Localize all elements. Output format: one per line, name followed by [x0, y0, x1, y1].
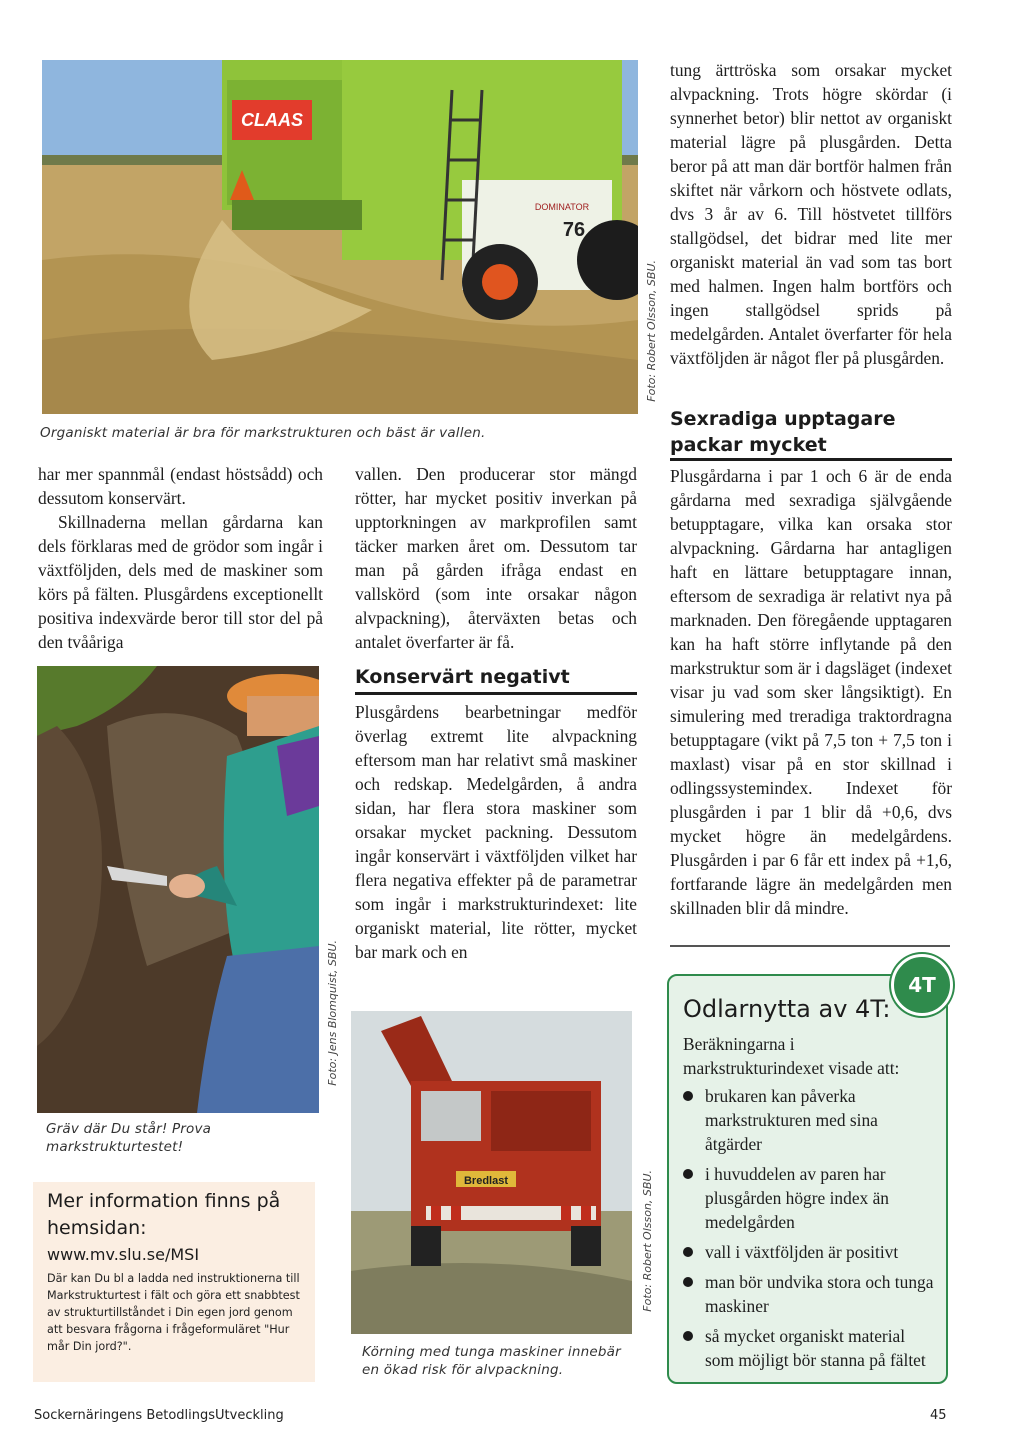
heading-underline-2 — [670, 458, 952, 461]
4t-logo-text: 4T — [908, 973, 936, 997]
column-2-bottom-text — [355, 700, 637, 964]
bullet-item: så mycket organiskt material som möjligt bör stanna på fältet — [683, 1324, 935, 1372]
column-1-text — [38, 462, 323, 654]
bullet-item: vall i växtföljden är positivt — [683, 1240, 935, 1264]
top-photo-caption: Organiskt material är bra för markstrukturen och bäst är vallen. — [40, 425, 486, 441]
col2-paragraph-1: vallen. Den producerar stor mängd rötter, har mycket positiv inverkan på upptorkningen av markprofilen samt täcker marken året om. Dessutom tar man på gården ifråga endast en vallskörd (som inte orsakar någon alvpackning), återväxten betas och antalet överfarter är få. — [355, 464, 637, 652]
combine-harvester-photo — [42, 60, 638, 414]
footer-publication: Sockernäringens BetodlingsUtveckling — [34, 1408, 284, 1423]
odlarnytta-intro: Beräkningarna i markstrukturindexet visade att: — [683, 1034, 900, 1078]
bullet-dot-icon — [683, 1277, 693, 1287]
beet-harvester-illustration — [351, 1011, 632, 1334]
heading-underline — [355, 692, 637, 695]
heading-sexradiga-upptagare: Sexradiga upptagare packar mycket — [670, 408, 896, 456]
bullet-dot-icon — [683, 1169, 693, 1179]
info-box-url[interactable]: www.mv.slu.se/MSI — [47, 1245, 200, 1264]
harvester-photo-credit: Foto: Robert Olsson, SBU. — [641, 1170, 654, 1312]
harvester-photo-caption: Körning med tunga maskiner innebär en ökad risk för alvpackning. — [362, 1344, 621, 1378]
soil-test-photo — [37, 666, 319, 1113]
column-2-top-text — [355, 462, 637, 654]
col1-paragraph-2: Skillnaderna mellan gårdarna kan dels förklaras med de grödor som ingår i växtföljden, dels med de maskiner som körs på fälten. Plusgårdens exceptionellt positiva indexvärde beror till stor del på den tvååriga — [38, 512, 323, 652]
footer-page-number: 45 — [930, 1408, 947, 1423]
combine-harvester-illustration — [42, 60, 638, 414]
beet-harvester-photo — [351, 1011, 632, 1334]
bullet-item: i huvuddelen av paren har plusgården högre index än medelgården — [683, 1162, 935, 1234]
col3-paragraph-1: tung ärttröska som orsakar mycket alvpackning. Trots högre skördar (i synnerhet betor) blir nettot av organiskt material lägre på plusgården. Detta beror på att man där bortför halmen från skiftet när vårkorn och höstvete odlats, dvs 3 år av 6. Till höstvetet tillförs stallgödsel, det bidrar med lite mer organiskt material än vad som tas bort med halmen. Ingen halm bortförs och ingen stallgödsel sprids på medelgården. Antalet överfarter för hela växtföljden är något fler på plusgården. — [670, 60, 952, 368]
top-photo-credit: Foto: Robert Olsson, SBU. — [645, 260, 658, 402]
col1-paragraph-1: har mer spannmål (endast höstsådd) och dessutom konservärt. — [38, 464, 323, 508]
bullet-dot-icon — [683, 1247, 693, 1257]
bullet-item: man bör undvika stora och tunga maskiner — [683, 1270, 935, 1318]
model-number-text: 76 — [562, 219, 586, 241]
col2-paragraph-2: Plusgårdens bearbetningar medför överlag extremt lite alvpackning eftersom man har relativt små maskiner och redskap. Medelgården, å andra sidan, har flera stora maskiner som orsakar mycket packning. Dessutom ingår konservärt i växtföljden vilket har flera negativa effekter på de parametrar som ingår i markstrukturindexet: lite organiskt material, lite rötter, mycket bar mark och en — [355, 702, 637, 962]
more-info-box — [33, 1182, 315, 1382]
column-3-divider — [670, 945, 950, 947]
column-3-bottom-text — [670, 464, 952, 920]
col3-paragraph-2: Plusgårdarna i par 1 och 6 är de enda gårdarna med sexradiga självgående betupptagare, vilka kan orsaka stor alvpackning. Gårdarna har antagligen haft en lättare betupptagare innan, eftersom de sexradiga är relativt nya på marknaden. Den föregående upptagaren kan ha haft större inflytande på den markstruktur som är i dagsläget (indexet visar ju vad som sker långsiktigt). En simulering med treradiga traktordragna betupptagare (vikt på 7,5 ton + 7,5 ton i maxlast) visar på en stor skillnad i odlingssystemindex. Indexet för plusgården i par 1 blir då +0,6, dvs mycket högre än medelgårdens. Plusgården i par 6 får ett index på +1,6, fortfarande lägre än medelgården men skillnaden blir då mindre. — [670, 466, 952, 918]
heading-konservart-negativt: Konservärt negativt — [355, 666, 570, 688]
claas-brand-text: CLAAS — [241, 110, 303, 130]
bredlast-brand-text: Bredlast — [463, 1175, 509, 1187]
odlarnytta-bullet-list — [683, 1084, 935, 1378]
info-box-title: Mer information finns på hemsidan: — [47, 1190, 281, 1239]
column-3-top-text — [670, 58, 952, 370]
soil-digging-illustration — [37, 666, 319, 1113]
soil-photo-caption: Gräv där Du står! Prova markstrukturtestet! — [46, 1121, 212, 1155]
bullet-dot-icon — [683, 1331, 693, 1341]
bullet-item: brukaren kan påverka markstrukturen med sina åtgärder — [683, 1084, 935, 1156]
dominator-model-text: DOMINATOR — [534, 202, 590, 212]
odlarnytta-title: Odlarnytta av 4T: — [683, 995, 891, 1023]
soil-photo-credit: Foto: Jens Blomquist, SBU. — [326, 940, 339, 1086]
bullet-dot-icon — [683, 1091, 693, 1101]
4t-logo-icon — [891, 954, 953, 1016]
info-box-text: Där kan Du bl a ladda ned instruktionerna till Markstrukturtest i fält och göra ett snabbtest av strukturtillståndet i Din egen jord genom att besvara frågorna i frågeformuläret "Hur mår Din jord?". — [47, 1272, 300, 1353]
odlarnytta-box — [667, 974, 948, 1384]
